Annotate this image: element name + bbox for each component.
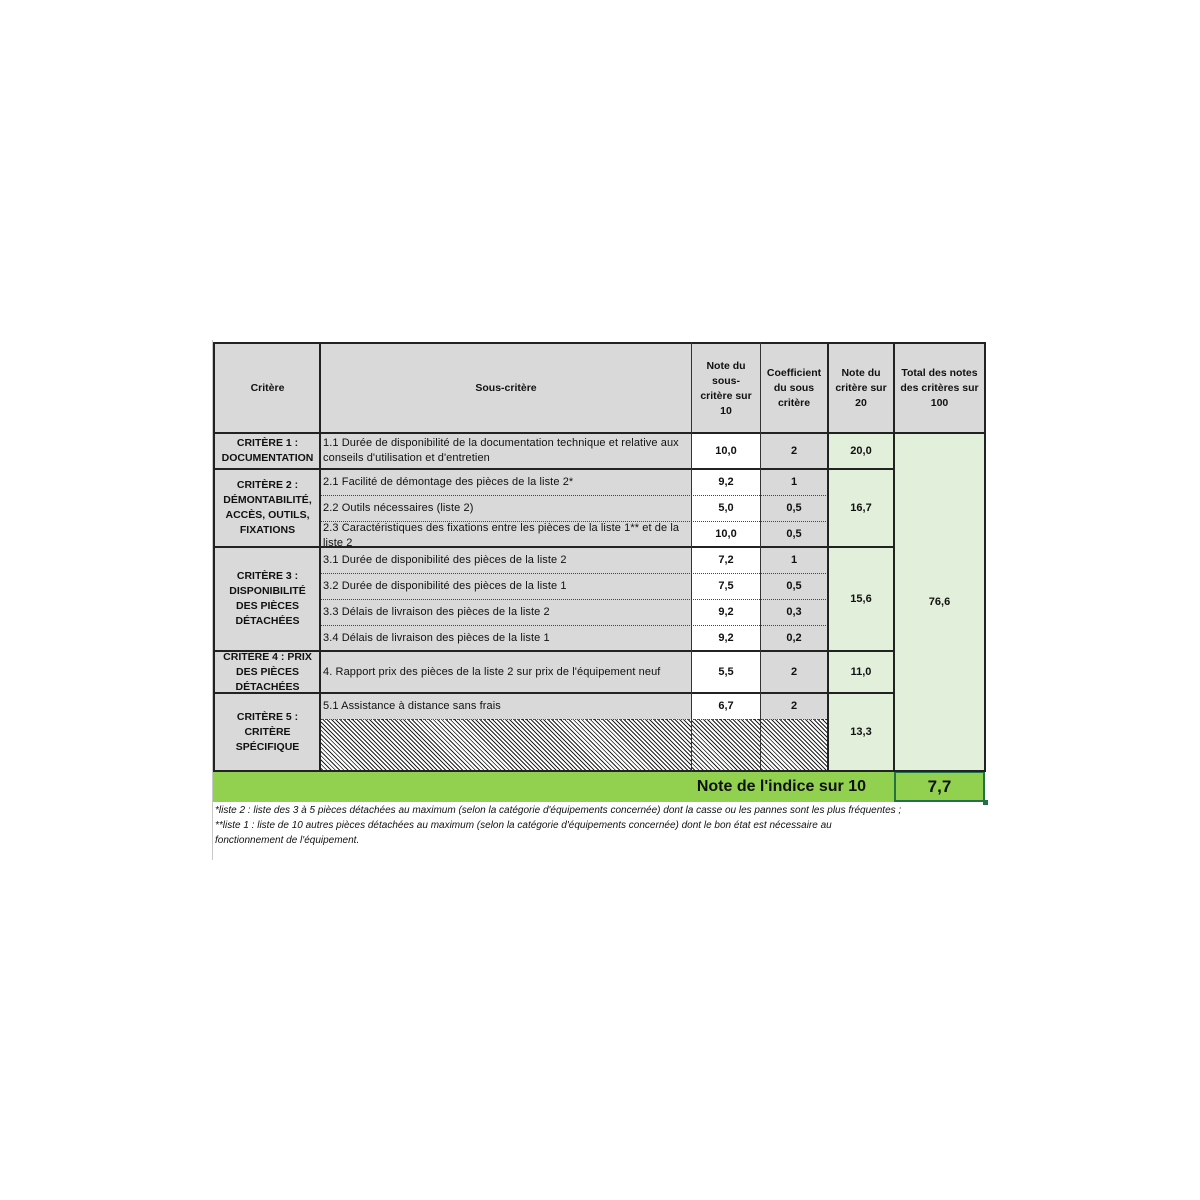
coef-3-4: 0,2 bbox=[760, 625, 828, 651]
note-3-2: 7,5 bbox=[692, 573, 760, 599]
grid-line bbox=[691, 342, 692, 772]
header-total: Total des notes des critères sur 100 bbox=[894, 344, 985, 433]
grid-line bbox=[213, 342, 215, 772]
criterion-2-score: 16,7 bbox=[828, 469, 894, 547]
grid-line bbox=[213, 432, 986, 434]
criterion-1-score: 20,0 bbox=[828, 433, 894, 469]
hatched-empty-cell bbox=[760, 719, 828, 771]
subcriterion-3-1: 3.1 Durée de disponibilité des pièces de la liste 2 bbox=[320, 547, 692, 573]
grid-line bbox=[984, 342, 986, 772]
note-4: 5,5 bbox=[692, 651, 760, 693]
subcriterion-3-3: 3.3 Délais de livraison des pièces de la liste 2 bbox=[320, 599, 692, 625]
grid-line bbox=[213, 342, 986, 344]
subcriterion-5-1: 5.1 Assistance à distance sans frais bbox=[320, 693, 692, 719]
coef-2-2: 0,5 bbox=[760, 495, 828, 521]
subcriterion-2-2: 2.2 Outils nécessaires (liste 2) bbox=[320, 495, 692, 521]
hatched-empty-cell bbox=[692, 719, 760, 771]
subcriterion-2-3: 2.3 Caractéristiques des fixations entre les pièces de la liste 1** et de la liste 2 bbox=[320, 521, 692, 547]
coef-2-3: 0,5 bbox=[760, 521, 828, 547]
grid-line bbox=[760, 342, 761, 772]
grid-line bbox=[320, 521, 828, 522]
note-5-1: 6,7 bbox=[692, 693, 760, 719]
subcriterion-1-1: 1.1 Durée de disponibilité de la documentation technique et relative aux conseils d'utilisation et d'entretien bbox=[320, 433, 692, 469]
coef-2-1: 1 bbox=[760, 469, 828, 495]
note-3-1: 7,2 bbox=[692, 547, 760, 573]
grid-line bbox=[213, 770, 986, 772]
criterion-3-score: 15,6 bbox=[828, 547, 894, 651]
note-3-3: 9,2 bbox=[692, 599, 760, 625]
total-score: 76,6 bbox=[894, 433, 985, 771]
header-critere: Critère bbox=[215, 344, 320, 433]
criterion-4-label: CRITÈRE 4 : PRIX DES PIÈCES DÉTACHÉES bbox=[215, 651, 320, 693]
subcriterion-3-2: 3.2 Durée de disponibilité des pièces de la liste 1 bbox=[320, 573, 692, 599]
coef-4: 2 bbox=[760, 651, 828, 693]
footnote-liste-1-continued: fonctionnement de l'équipement. bbox=[215, 835, 360, 846]
coef-3-3: 0,3 bbox=[760, 599, 828, 625]
footnote-liste-2: *liste 2 : liste des 3 à 5 pièces détachées au maximum (selon la catégorie d'équipements concernée) dont la casse ou les pannes sont les plus fréquentes ; bbox=[215, 805, 902, 816]
criterion-1-label: CRITÈRE 1 : DOCUMENTATION bbox=[215, 433, 320, 469]
coef-1-1: 2 bbox=[760, 433, 828, 469]
criterion-5-score: 13,3 bbox=[828, 693, 894, 771]
grid-line bbox=[213, 546, 895, 548]
subcriterion-3-4: 3.4 Délais de livraison des pièces de la liste 1 bbox=[320, 625, 692, 651]
footnote-liste-1: **liste 1 : liste de 10 autres pièces détachées au maximum (selon la catégorie d'équipements concernée) dont le bon état est nécessaire au bbox=[215, 820, 832, 831]
header-coefficient: Coefficient du sous critère bbox=[760, 344, 828, 433]
grid-line bbox=[213, 468, 895, 470]
grid-line bbox=[213, 692, 895, 694]
coef-3-1: 1 bbox=[760, 547, 828, 573]
grid-line bbox=[320, 573, 828, 574]
cell-fill-handle[interactable] bbox=[983, 800, 988, 805]
coef-5-1: 2 bbox=[760, 693, 828, 719]
grid-line bbox=[320, 599, 828, 600]
criterion-4-score: 11,0 bbox=[828, 651, 894, 693]
grid-line bbox=[320, 625, 828, 626]
final-index-value[interactable]: 7,7 bbox=[894, 771, 985, 802]
note-2-3: 10,0 bbox=[692, 521, 760, 547]
note-2-2: 5,0 bbox=[692, 495, 760, 521]
final-index-label: Note de l'indice sur 10 bbox=[213, 771, 894, 802]
grid-line bbox=[893, 342, 895, 772]
coef-3-2: 0,5 bbox=[760, 573, 828, 599]
grid-line bbox=[320, 495, 828, 496]
hatched-empty-cell bbox=[320, 719, 692, 771]
subcriterion-2-1: 2.1 Facilité de démontage des pièces de la liste 2* bbox=[320, 469, 692, 495]
header-sous-critere: Sous-critère bbox=[320, 344, 692, 433]
grid-line bbox=[320, 719, 828, 720]
grid-line bbox=[827, 342, 829, 772]
grid-line bbox=[213, 650, 895, 652]
header-note-sous-critere: Note du sous-critère sur 10 bbox=[692, 344, 760, 433]
subcriterion-4: 4. Rapport prix des pièces de la liste 2 sur prix de l'équipement neuf bbox=[320, 651, 692, 693]
note-1-1: 10,0 bbox=[692, 433, 760, 469]
grid-line bbox=[319, 342, 321, 772]
criterion-3-label: CRITÈRE 3 : DISPONIBILITÉ DES PIÈCES DÉTACHÉES bbox=[215, 547, 320, 651]
header-note-critere: Note du critère sur 20 bbox=[828, 344, 894, 433]
criterion-2-label: CRITÈRE 2 : DÉMONTABILITÉ, ACCÈS, OUTILS, FIXATIONS bbox=[215, 469, 320, 547]
criterion-5-label: CRITÈRE 5 : CRITÈRE SPÉCIFIQUE bbox=[215, 693, 320, 771]
note-3-4: 9,2 bbox=[692, 625, 760, 651]
note-2-1: 9,2 bbox=[692, 469, 760, 495]
